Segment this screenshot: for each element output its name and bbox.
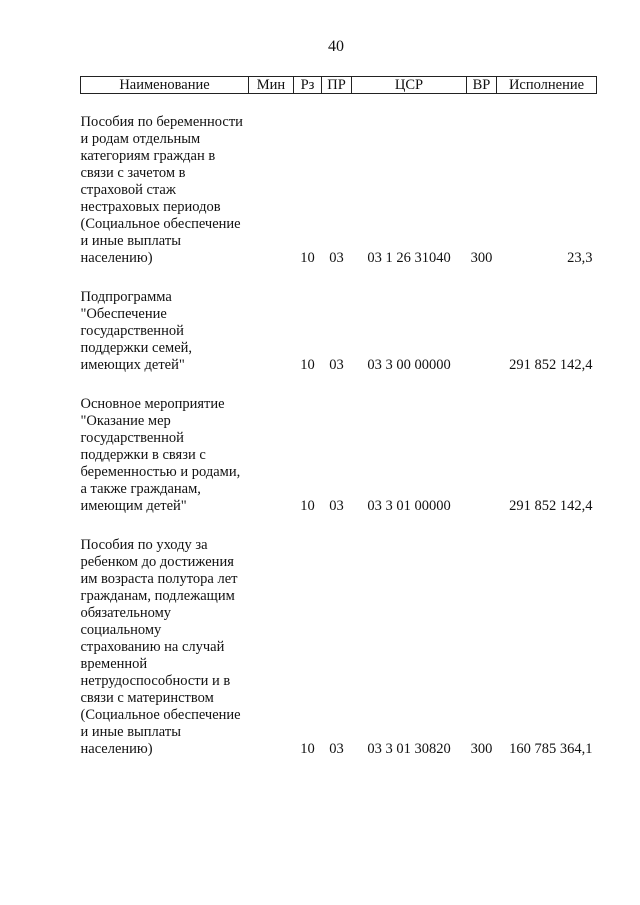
table-row	[81, 396, 597, 515]
header-rz: Рз	[294, 77, 322, 94]
row-name: Пособия по уходу за ребенком до достижения им возраста полутора лет гражданам, подлежащим обязательному социальному страхованию на случай временной нетрудоспособности и в связи с материнством (Социальное обеспечение и иные выплаты населению)	[80, 537, 241, 757]
row-pr: 03	[329, 498, 344, 514]
row-rz: 10	[300, 357, 315, 373]
row-pr: 03	[329, 741, 344, 757]
row-csr: 03 1 26 31040	[367, 250, 451, 266]
row-csr: 03 3 00 00000	[367, 357, 451, 373]
row-min	[249, 289, 294, 374]
row-vr: 300	[470, 741, 493, 757]
row-vr	[467, 289, 497, 374]
row-exe: 23,3	[567, 250, 593, 266]
header-min: Мин	[249, 77, 294, 94]
row-exe: 160 785 364,1	[509, 741, 593, 757]
table-row	[81, 289, 597, 374]
row-min	[249, 114, 294, 267]
row-exe: 291 852 142,4	[509, 357, 593, 373]
row-min	[249, 537, 294, 758]
row-rz: 10	[300, 741, 315, 757]
header-exe: Исполнение	[497, 77, 597, 94]
row-rz: 10	[300, 498, 315, 514]
table-header-row	[81, 77, 597, 94]
row-csr: 03 3 01 30820	[367, 741, 451, 757]
page-number: 40	[328, 38, 344, 55]
table-row	[81, 114, 597, 267]
row-min	[249, 396, 294, 515]
row-name: Пособия по беременности и родам отдельным категориям граждан в связи с зачетом в страховой стаж нестраховых периодов (Социальное обеспечение и иные выплаты населению)	[80, 114, 243, 266]
header-csr: ЦСР	[352, 77, 467, 94]
row-name: Подпрограмма "Обеспечение государственной поддержки семей, имеющих детей"	[80, 289, 193, 373]
header-vr: ВР	[467, 77, 497, 94]
table-row	[81, 537, 597, 758]
header-name: Наименование	[81, 77, 249, 94]
row-pr: 03	[329, 250, 344, 266]
row-csr: 03 3 01 00000	[367, 498, 451, 514]
row-name: Основное мероприятие "Оказание мер государственной поддержки в связи с беременностью и родами, а также гражданам, имеющим детей"	[80, 396, 241, 514]
header-pr: ПР	[322, 77, 352, 94]
row-rz: 10	[300, 250, 315, 266]
row-vr: 300	[470, 250, 493, 266]
row-vr	[467, 396, 497, 515]
budget-table	[80, 76, 597, 758]
row-exe: 291 852 142,4	[509, 498, 593, 514]
row-pr: 03	[329, 357, 344, 373]
